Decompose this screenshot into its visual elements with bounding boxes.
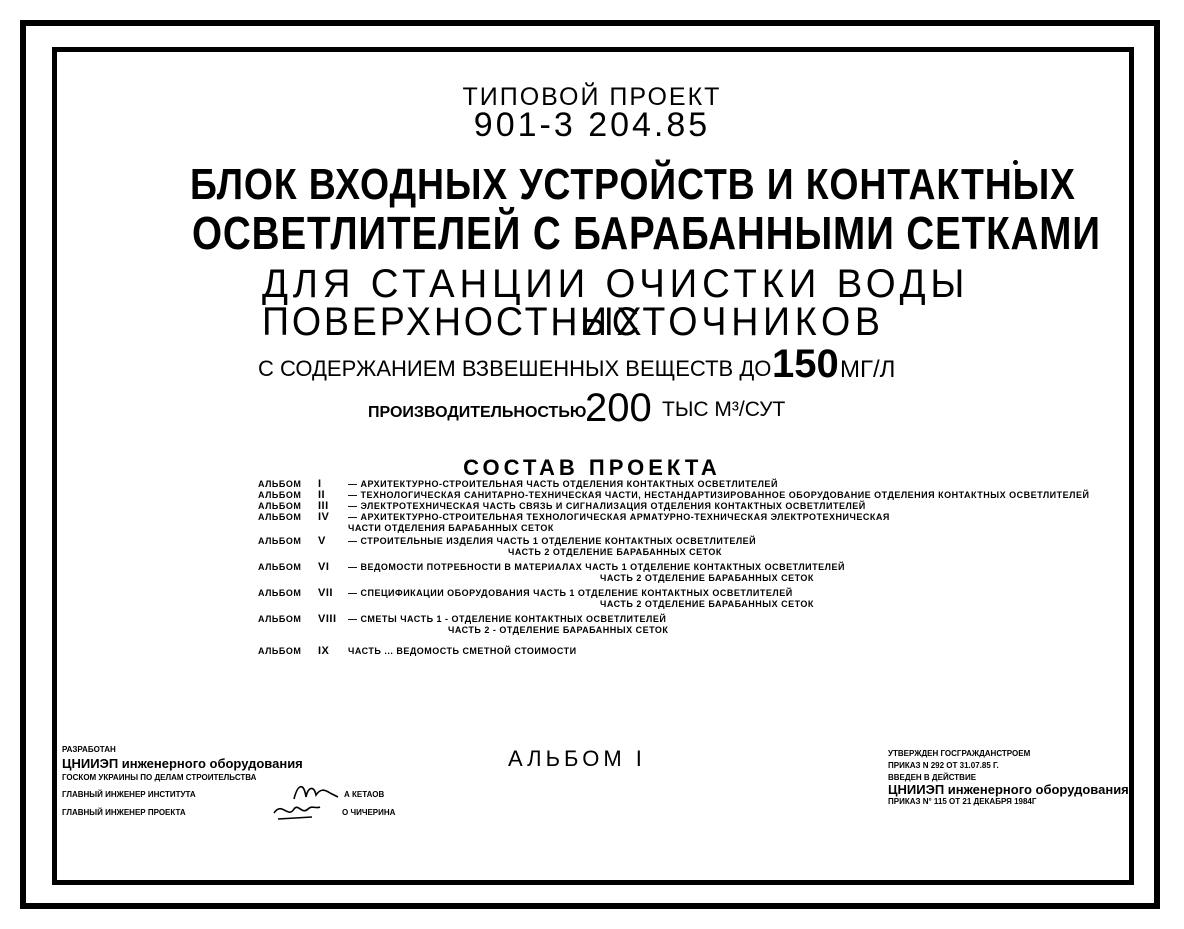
album-label: АЛЬБОМ I: [508, 746, 646, 771]
title-line-4b: ИСТОЧНИКОВ: [580, 300, 885, 344]
capacity-label: ПРОИЗВОДИТЕЛЬНОСТЬЮ: [368, 404, 587, 421]
list-item-continuation: [448, 625, 1089, 636]
signature-row: [62, 805, 395, 821]
album-number: VIII: [318, 613, 337, 625]
list-item-continuation: [348, 523, 1089, 534]
list-item: [258, 588, 1089, 599]
content-spec-unit: МГ/Л: [840, 356, 896, 383]
list-item: [258, 501, 1089, 512]
album-description: — ВЕДОМОСТИ ПОТРЕБНОСТИ В МАТЕРИАЛАХ ЧАСТЬ 1 ОТДЕЛЕНИЕ КОНТАКТНЫХ ОСВЕТЛИТЕЛЕЙ: [348, 562, 845, 572]
project-engineer-label: ГЛАВНЫЙ ИНЖЕНЕР ПРОЕКТА: [62, 808, 186, 817]
album-number: III: [318, 500, 329, 512]
list-item-continuation: [600, 599, 1089, 610]
album-label: АЛЬБОМ: [258, 646, 302, 656]
approval-org: ЦНИИЭП инженерного оборудования: [888, 782, 1129, 797]
album-label: АЛЬБОМ: [258, 490, 302, 500]
signature-2: [272, 799, 322, 821]
list-item: [258, 562, 1089, 573]
approval-line: ПРИКАЗ N° 115 ОТ 21 ДЕКАБРЯ 1984Г: [888, 797, 1037, 806]
capacity-value: 200: [585, 386, 652, 430]
approval-line: ПРИКАЗ N 292 ОТ 31.07.85 Г.: [888, 761, 999, 770]
album-number: V: [318, 535, 326, 547]
album-description: — АРХИТЕКТУРНО-СТРОИТЕЛЬНАЯ ТЕХНОЛОГИЧЕСКАЯ АРМАТУРНО-ТЕХНИЧЕСКАЯ ЭЛЕКТРОТЕХНИЧЕСКАЯ: [348, 512, 890, 522]
album-number: I: [318, 478, 322, 490]
document-type: ТИПОВОЙ ПРОЕКТ: [462, 83, 722, 111]
approval-line: ВВЕДЕН В ДЕЙСТВИЕ: [888, 773, 977, 782]
album-description: — СПЕЦИФИКАЦИИ ОБОРУДОВАНИЯ ЧАСТЬ 1 ОТДЕЛЕНИЕ КОНТАКТНЫХ ОСВЕТЛИТЕЛЕЙ: [348, 588, 793, 598]
list-item: [258, 512, 1089, 523]
approval-block: [888, 748, 1129, 808]
album-label: АЛЬБОМ: [258, 588, 302, 598]
album-label: АЛЬБОМ: [258, 562, 302, 572]
album-number: VI: [318, 561, 330, 573]
album-description: ЧАСТИ ОТДЕЛЕНИЯ БАРАБАННЫХ СЕТОК: [348, 523, 554, 533]
album-description: — СТРОИТЕЛЬНЫЕ ИЗДЕЛИЯ ЧАСТЬ 1 ОТДЕЛЕНИЕ КОНТАКТНЫХ ОСВЕТЛИТЕЛЕЙ: [348, 536, 757, 546]
contents-list: [258, 479, 1089, 657]
list-item: [258, 646, 1089, 657]
content-spec-value: 150: [772, 342, 839, 386]
album-label: АЛЬБОМ: [258, 536, 302, 546]
list-item: [258, 536, 1089, 547]
developer-org: ЦНИИЭП инженерного оборудования: [62, 756, 303, 771]
album-label: АЛЬБОМ: [258, 614, 302, 624]
album-description: ЧАСТЬ 2 ОТДЕЛЕНИЕ БАРАБАННЫХ СЕТОК: [600, 599, 814, 609]
capacity-unit: ТЫС М³/СУТ: [662, 398, 786, 421]
chief-engineer-label: ГЛАВНЫЙ ИНЖЕНЕР ИНСТИТУТА: [62, 790, 196, 799]
list-item: [258, 614, 1089, 625]
content-spec-label: С СОДЕРЖАНИЕМ ВЗВЕШЕННЫХ ВЕЩЕСТВ ДО: [258, 356, 772, 381]
developer-heading: РАЗРАБОТАН: [62, 745, 116, 754]
signature-row: [62, 787, 395, 803]
title-line-4a: ПОВЕРХНОСТНЫХ: [262, 300, 645, 344]
project-engineer-name: О ЧИЧЕРИНА: [342, 808, 396, 817]
album-number: IV: [318, 511, 330, 523]
approval-line: УТВЕРЖДЕН ГОСГРАЖДАНСТРОЕМ: [888, 749, 1031, 758]
list-item: [258, 490, 1089, 501]
album-label: АЛЬБОМ: [258, 479, 302, 489]
developer-org-secondary: ГОСКОМ УКРАИНЫ ПО ДЕЛАМ СТРОИТЕЛЬСТВА: [62, 773, 257, 782]
album-description: — ТЕХНОЛОГИЧЕСКАЯ САНИТАРНО-ТЕХНИЧЕСКАЯ ЧАСТИ, НЕСТАНДАРТИЗИРОВАННОЕ ОБОРУДОВАНИЕ ОТДЕЛЕНИЯ КОНТАКТНЫХ ОСВЕТЛИТЕЛЕЙ: [348, 490, 1090, 500]
album-description: — АРХИТЕКТУРНО-СТРОИТЕЛЬНАЯ ЧАСТЬ ОТДЕЛЕНИЯ КОНТАКТНЫХ ОСВЕТЛИТЕЛЕЙ: [348, 479, 778, 489]
list-item-continuation: [600, 573, 1089, 584]
album-number: IX: [318, 645, 330, 657]
album-label: АЛЬБОМ: [258, 501, 302, 511]
project-number: 901-3 204.85: [473, 106, 711, 144]
title-line-1: БЛОК ВХОДНЫХ УСТРОЙСТВ И КОНТАКТНЫХ: [190, 160, 1076, 209]
list-item-continuation: [508, 547, 1089, 558]
album-number: VII: [318, 587, 333, 599]
developer-block: [62, 742, 395, 821]
title-line-3: ДЛЯ СТАНЦИИ ОЧИСТКИ ВОДЫ: [262, 262, 970, 306]
album-label: АЛЬБОМ: [258, 512, 302, 522]
album-description: ЧАСТЬ 2 ОТДЕЛЕНИЕ БАРАБАННЫХ СЕТОК: [600, 573, 814, 583]
album-number: II: [318, 489, 326, 501]
title-line-2: ОСВЕТЛИТЕЛЕЙ С БАРАБАННЫМИ СЕТКАМИ: [192, 207, 1101, 259]
album-description: ЧАСТЬ ... ВЕДОМОСТЬ СМЕТНОЙ СТОИМОСТИ: [348, 646, 577, 656]
album-description: ЧАСТЬ 2 - ОТДЕЛЕНИЕ БАРАБАННЫХ СЕТОК: [448, 625, 669, 635]
contents-heading: СОСТАВ ПРОЕКТА: [463, 455, 721, 480]
chief-engineer-name: А КЕТАОВ: [344, 790, 385, 799]
album-description: — ЭЛЕКТРОТЕХНИЧЕСКАЯ ЧАСТЬ СВЯЗЬ И СИГНАЛИЗАЦИЯ ОТДЕЛЕНИЯ КОНТАКТНЫХ ОСВЕТЛИТЕЛЕЙ: [348, 501, 866, 511]
album-description: — СМЕТЫ ЧАСТЬ 1 - ОТДЕЛЕНИЕ КОНТАКТНЫХ ОСВЕТЛИТЕЛЕЙ: [348, 614, 667, 624]
list-item: [258, 479, 1089, 490]
album-description: ЧАСТЬ 2 ОТДЕЛЕНИЕ БАРАБАННЫХ СЕТОК: [508, 547, 722, 557]
